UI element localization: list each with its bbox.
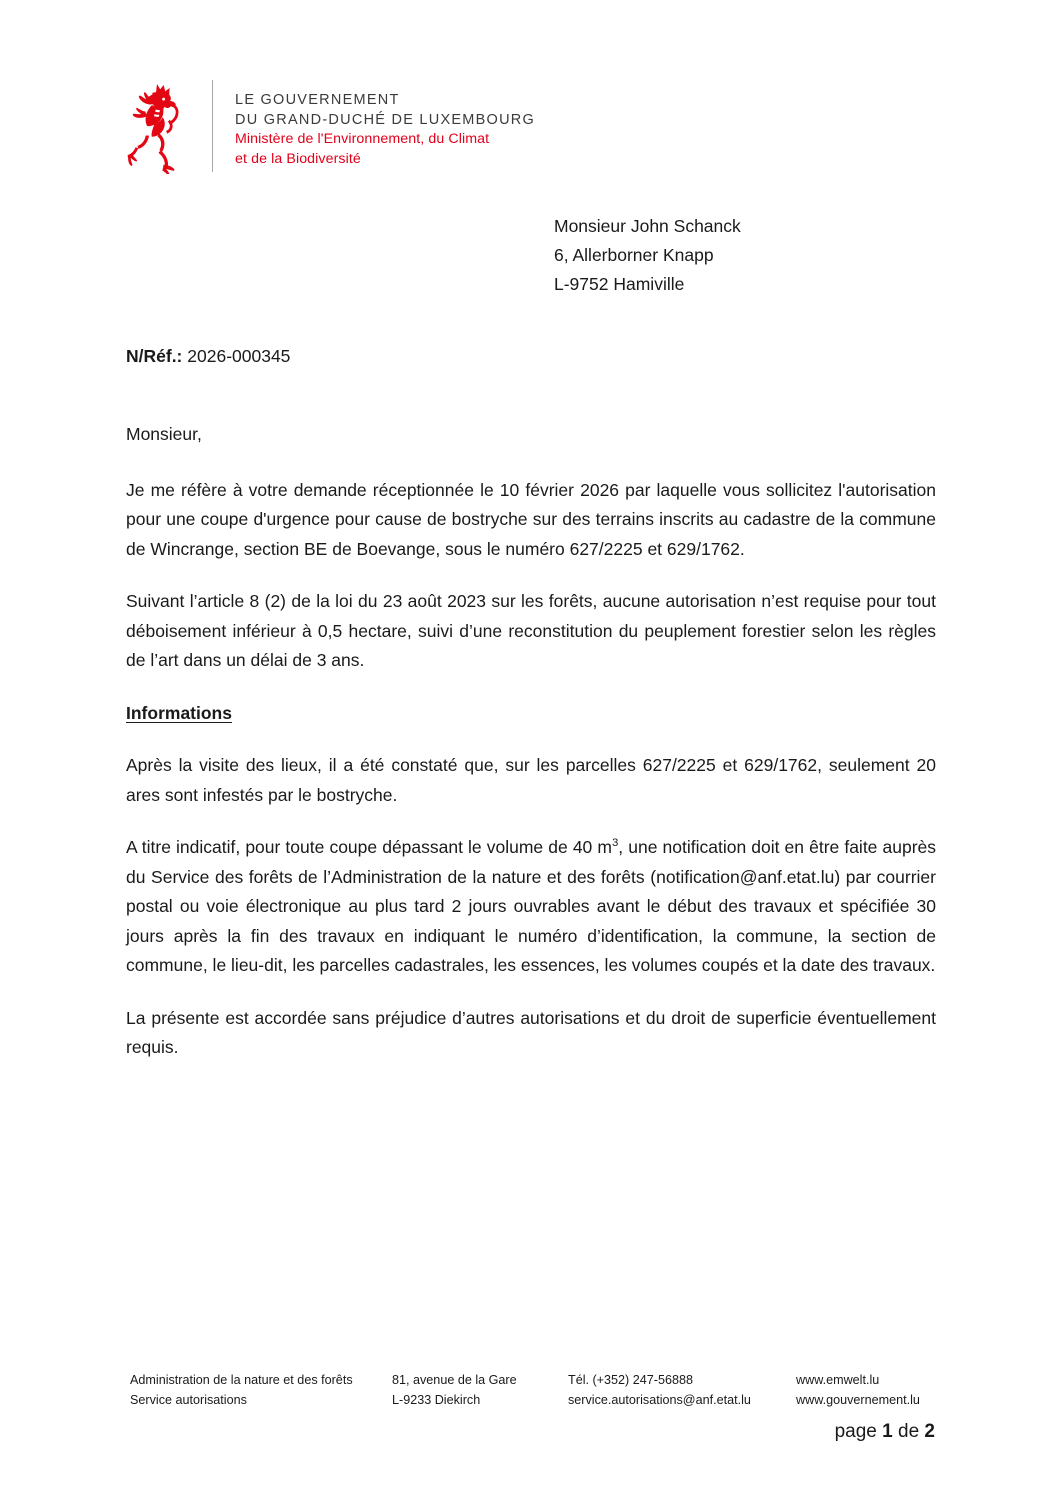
paragraph-legal-article: Suivant l’article 8 (2) de la loi du 23 août 2023 sur les forêts, aucune autorisation n’est requise pour tout déboisement inférieur à 0,5 hectare, suivi d’une reconstitution du peuplement forestier selon les règles de l’art dans un délai de 3 ans.	[126, 591, 936, 670]
government-line-2: DU GRAND-DUCHÉ DE LUXEMBOURG	[235, 112, 536, 128]
page-number-indicator	[130, 1419, 936, 1445]
footer-address-city: L-9233 Diekirch	[392, 1392, 481, 1407]
reference-label: N/Réf.:	[126, 346, 183, 366]
footer-address-street: 81, avenue de la Gare	[392, 1373, 517, 1387]
salutation: Monsieur,	[126, 424, 202, 444]
address-line-name: Monsieur John Schanck	[554, 216, 741, 236]
letter-body	[126, 420, 936, 1063]
footer-column-address	[392, 1371, 568, 1410]
footer-column-department	[130, 1371, 392, 1410]
section-heading-informations: Informations	[126, 702, 232, 723]
ministry-line-1: Ministère de l'Environnement, du Climat	[235, 131, 490, 147]
page-label-prefix: page	[834, 1421, 877, 1442]
luxembourg-lion-emblem-icon	[126, 78, 188, 174]
volume-threshold	[573, 837, 618, 857]
page-current-number: 1	[882, 1421, 893, 1442]
notification-text-before-volume: A titre indicatif, pour toute coupe dépassant le volume de	[126, 837, 573, 857]
footer-website-emwelt[interactable]: www.emwelt.lu	[796, 1373, 880, 1387]
paragraph-closing-clause: La présente est accordée sans préjudice d’autres autorisations et du droit de superficie éventuellement requis.	[126, 1007, 936, 1057]
page-total-number: 2	[924, 1421, 935, 1442]
address-line-street: 6, Allerborner Knapp	[554, 245, 714, 265]
page-footer	[130, 1371, 936, 1445]
footer-columns	[130, 1371, 936, 1410]
paragraph-notification-requirements	[126, 833, 936, 981]
volume-value: 40 m	[572, 837, 612, 857]
footer-website-gouvernement[interactable]: www.gouvernement.lu	[796, 1392, 920, 1407]
footer-column-contact	[568, 1371, 796, 1410]
paragraph-request-reference: Je me réfère à votre demande réceptionnée le 10 février 2026 par laquelle vous sollicitez l'autorisation pour une coupe d'urgence pour cause de bostryche sur des terrains inscrits au cadastre de la commune de Wincrange, section BE de Boevange, sous le numéro 627/2225 et 629/1762.	[126, 479, 936, 559]
footer-phone: Tél. (+352) 247-56888	[568, 1373, 693, 1387]
footer-department-name: Administration de la nature et des forêts	[130, 1373, 353, 1387]
notification-text-after-volume: , une notification doit en être faite auprès du Service des forêts de l’Administration de la nature et des forêts (notification@anf.etat.lu) par courrier postal ou voie électronique au plus tard 2 jours ouvrables avant le début des travaux et spécifiée 30 jours après la fin des travaux en indiquant le numéro d’identification, la commune, la section de commune, le lieu-dit, les parcelles cadastrales, les essences, les volumes coupés et la date des travaux.	[126, 837, 937, 975]
reference-value: 2026-000345	[187, 346, 291, 366]
page-label-joiner: de	[898, 1421, 920, 1442]
footer-department-service: Service autorisations	[130, 1392, 247, 1407]
paragraph-site-visit: Après la visite des lieux, il a été constaté que, sur les parcelles 627/2225 et 629/1762, seulement 20 ares sont infestés par le bostryche.	[126, 755, 936, 805]
letterhead	[126, 78, 535, 174]
reference-line	[126, 344, 290, 368]
government-line-1: LE GOUVERNEMENT	[235, 92, 400, 108]
recipient-address-block	[554, 212, 741, 299]
footer-column-websites	[796, 1371, 936, 1410]
footer-email[interactable]: service.autorisations@anf.etat.lu	[568, 1392, 751, 1407]
volume-exponent: 3	[611, 837, 619, 850]
ministry-line-2: et de la Biodiversité	[235, 150, 361, 167]
address-line-city: L-9752 Hamiville	[554, 274, 685, 294]
letterhead-divider	[212, 80, 213, 172]
letterhead-text	[235, 78, 535, 169]
